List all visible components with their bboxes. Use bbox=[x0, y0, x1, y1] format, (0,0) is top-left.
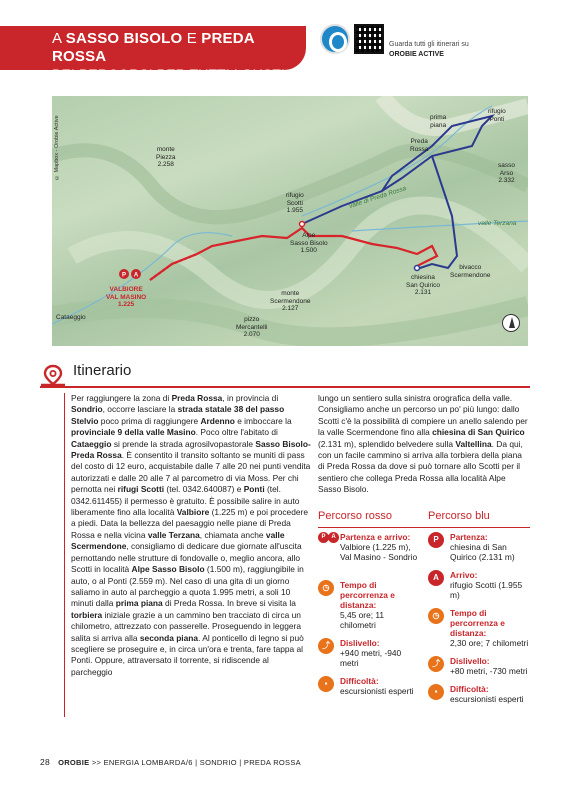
section-divider bbox=[40, 386, 530, 388]
bold-term: torbiera bbox=[71, 609, 103, 620]
text-run: e imboccare la bbox=[234, 415, 292, 426]
bold-term: valle Scermendone bbox=[71, 529, 285, 552]
start-icon: P bbox=[428, 532, 444, 548]
route-blue-end: A Arrivo: rifugio Scotti (1.955 m) bbox=[428, 570, 530, 600]
compass-icon bbox=[502, 314, 520, 332]
text-run: . Poco oltre l'abitato di bbox=[195, 427, 278, 438]
body-text-right: lungo un sentiero sulla sinistra orografica della valle. Consigliamo anche un percorso un po' più lungo: dallo Scotti c'è la possibilità di compiere un anello salendo per la valle Scermendone fino alla chiesina di San Quirico (2.131 m), splendido belvedere sulla Valtellina. Da qui, con un facile cammino si arriva alla torbiera della piana di Preda Rossa da dove si può tornare allo Scotti per il sentiero che collega Preda Rossa alla località Alpe Sasso Bisolo. bbox=[318, 393, 528, 495]
text-run: di Preda Rossa. In breve si visita la bbox=[162, 598, 296, 609]
page-footer bbox=[40, 757, 301, 767]
route-blue-start: P Partenza: chiesina di San Quirico (2.131 m) bbox=[428, 532, 530, 562]
route-blue-title: Percorso blu bbox=[428, 510, 490, 522]
start-end-icon: P A bbox=[318, 532, 338, 548]
route-blue-elevation: ⤴ Dislivello: +80 metri, -730 metri bbox=[428, 656, 530, 676]
route-red-elevation: ⤴ Dislivello: +940 metri, -940 metri bbox=[318, 638, 420, 668]
label-prima-piana: prima piana bbox=[430, 114, 447, 129]
end-icon: A bbox=[428, 570, 444, 586]
elevation-icon: ⤴ bbox=[428, 656, 444, 672]
label-alpe-sasso-bisolo: Alpe Sasso Bisolo 1.500 bbox=[290, 232, 328, 254]
page-subtitle: BEI PERCORSI PER TUTTI I GUSTI bbox=[52, 66, 285, 82]
rifugio-scotti-marker bbox=[300, 222, 305, 227]
text-run: (1.225 m) e poi procedere a piedi. Data la bellezza del paesaggio nelle piane di Preda Rossa e nella vicina bbox=[71, 507, 308, 540]
text-run: , chiamata anche bbox=[199, 529, 266, 540]
label-valle-terzana: valle Terzana bbox=[478, 220, 517, 227]
map-pin-icon bbox=[40, 364, 66, 386]
orobie-active-logo-icon bbox=[320, 24, 350, 54]
route-map bbox=[52, 96, 528, 346]
route-red-time: ◷ Tempo di percorrenza e distanza: 5,45 ore; 11 chilometri bbox=[318, 580, 420, 630]
text-run: poco prima di raggiungere bbox=[98, 415, 201, 426]
bold-term: prima piana bbox=[115, 598, 163, 609]
text-run: (tel. 0342.640087) e bbox=[164, 484, 244, 495]
section-title: Itinerario bbox=[73, 362, 132, 379]
text-run: , in provincia di bbox=[222, 393, 279, 403]
text-run: . È consentito il transito soltanto se muniti di pass del costo di 12 euro, acquistabile dalle 7 alle 20 nei punti vendita autorizzati e dalle 20 alle 7 al parcometro di via Moss. Per chi pernotta nei bbox=[71, 450, 311, 495]
text-run: (tel. 0342.611455) il permesso è gratuito. È possibile salire in auto liberamente fino alla località bbox=[71, 484, 300, 518]
route-blue-difficulty: ▪ Difficoltà: escursionisti esperti bbox=[428, 684, 530, 704]
bold-term: seconda piana bbox=[139, 632, 199, 643]
text-run: , occorre lasciare la bbox=[102, 404, 178, 415]
bold-term: valle Terzana bbox=[147, 529, 200, 540]
label-monte-piezza: monte Piezza 2.258 bbox=[156, 146, 176, 168]
label-rifugio-scotti: rifugio Scotti 1.955 bbox=[286, 192, 304, 214]
bold-term: Ponti bbox=[243, 484, 265, 495]
routes-divider bbox=[318, 527, 530, 528]
text-run: . Al ponticello di legno si può scegliere se proseguire e, in circa un'ora e trenta, fare tappa al Ponti. Oppure, attraversato il torrente, si ridiscende al parcheggio bbox=[71, 632, 304, 677]
text-run: iniziale grazie a un cammino ben tracciato di circa un chilometro, attrezzato con passerelle. Proseguendo in leggera salita si arriva alla bbox=[71, 609, 301, 643]
footer-breadcrumb: >> ENERGIA LOMBARDA/6 | SONDRIO | PREDA ROSSA bbox=[89, 758, 301, 767]
text-run: Per raggiungere la zona di bbox=[71, 393, 172, 403]
label-rifugio-ponti: rifugio Ponti bbox=[488, 108, 506, 123]
svg-text:P: P bbox=[121, 272, 127, 279]
header-banner bbox=[0, 26, 306, 82]
route-red-difficulty: ▪ Difficoltà: escursionisti esperti bbox=[318, 676, 420, 696]
body-text-left bbox=[64, 393, 312, 717]
bold-term: Ardenno bbox=[200, 415, 235, 426]
clock-icon: ◷ bbox=[318, 580, 334, 596]
bold-term: strada statale 38 del passo Stelvio bbox=[71, 404, 285, 426]
label-sasso-arso: sasso Arso 2.332 bbox=[498, 162, 515, 184]
label-preda-rossa: Preda Rossa bbox=[410, 138, 429, 153]
route-red-start: P A Partenza e arrivo: Valbiore (1.225 m), Val Masino - Sondrio bbox=[318, 532, 420, 572]
bold-term: rifugi Scotti bbox=[117, 484, 165, 495]
promo-box bbox=[320, 24, 388, 56]
map-copyright: © Mapbox - Orobie Active bbox=[54, 115, 60, 180]
promo-text: Guarda tutti gli itinerari su OROBIE ACTIVE bbox=[389, 41, 469, 58]
text-run: (1.500 m), raggiungibile in auto, o al Ponti (2.559 m). Nel caso di una gita di un giorno saliamo in auto al parcheggio a quota 1.995 metri, a soli 10 minuti dalla bbox=[71, 564, 304, 609]
page-title: A SASSO BISOLO E PREDA ROSSA bbox=[52, 30, 255, 65]
label-pizzo-mercantelli: pizzo Mercantelli 2.070 bbox=[236, 316, 268, 338]
label-valbiore: VALBIORE VAL MASINO 1.225 bbox=[106, 286, 147, 308]
footer-brand: OROBIE bbox=[58, 758, 90, 767]
bold-term: Sondrio bbox=[71, 404, 103, 415]
route-blue-time: ◷ Tempo di percorrenza e distanza: 2,30 ore; 7 chilometri bbox=[428, 608, 530, 648]
difficulty-icon: ▪ bbox=[318, 676, 334, 692]
bold-term: provinciale 9 della valle Masino bbox=[71, 427, 196, 438]
elevation-icon: ⤴ bbox=[318, 638, 334, 654]
bold-term: Alpe Sasso Bisolo bbox=[131, 564, 205, 575]
difficulty-icon: ▪ bbox=[428, 684, 444, 700]
bold-term: Cataeggio bbox=[71, 438, 112, 449]
bold-term: Valbiore bbox=[176, 507, 210, 518]
svg-text:A: A bbox=[133, 272, 139, 279]
route-blue-details bbox=[428, 532, 530, 712]
label-valle-preda-rossa: valle di Preda Rossa bbox=[348, 184, 408, 211]
bold-term: Sasso Bisolo-Preda Rossa bbox=[71, 438, 311, 461]
qr-code-icon[interactable] bbox=[354, 24, 384, 54]
bold-term: Preda Rossa bbox=[171, 393, 223, 403]
route-red-details bbox=[318, 532, 420, 704]
clock-icon: ◷ bbox=[428, 608, 444, 624]
label-monte-scermendone: monte Scermendone 2.127 bbox=[270, 290, 311, 312]
chiesina-marker bbox=[415, 266, 420, 271]
label-chiesina: chiesina San Quirico 2.131 bbox=[406, 274, 440, 296]
page-number: 28 bbox=[40, 757, 51, 767]
label-bivacco: bivacco Scermendone bbox=[450, 264, 491, 279]
text-run: si prende la strada agrosilvopastorale bbox=[111, 438, 256, 449]
label-cataeggio: Cataeggio bbox=[56, 314, 86, 321]
route-red-title: Percorso rosso bbox=[318, 510, 392, 522]
routes-box bbox=[318, 510, 530, 724]
text-run: , consigliamo di dedicare due giornate all'uscita pernottando nelle strutture di fondovalle o, meglio ancora, allo Scotti in località bbox=[71, 541, 302, 575]
